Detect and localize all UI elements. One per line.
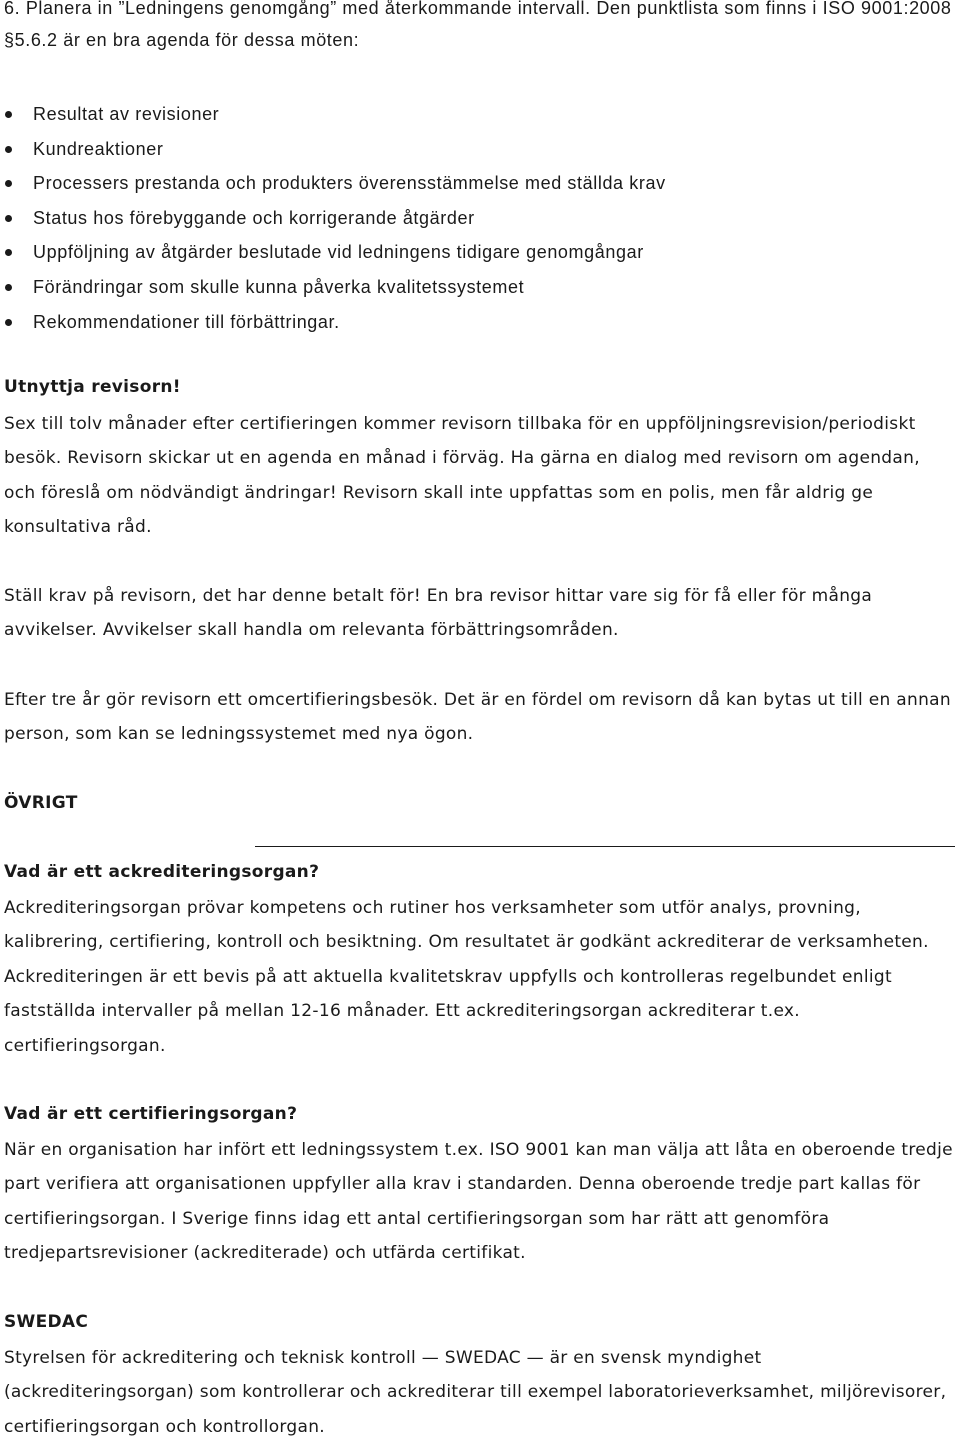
bullet-icon (5, 215, 12, 222)
heading-ovrigt: ÖVRIGT (4, 793, 78, 813)
list-item: Förändringar som skulle kunna påverka kvalitetssystemet (0, 270, 666, 305)
intro-paragraph: 6. Planera in ”Ledningens genomgång” med återkommande intervall. Den punktlista som finns i ISO 9001:2008 §5.6.2 är en bra agenda för dessa möten: (4, 0, 952, 50)
agenda-list (0, 97, 666, 339)
paragraph-utnyttja-2: Ställ krav på revisorn, det har denne betalt för! En bra revisor hittar vare sig för få eller för många avvikelser. Avvikelser skall handla om relevanta förbättringsområden. (4, 586, 873, 641)
list-item: Status hos förebyggande och korrigerande åtgärder (0, 201, 666, 236)
list-item: Uppföljning av åtgärder beslutade vid ledningens tidigare genomgångar (0, 235, 666, 270)
horizontal-rule (255, 846, 955, 847)
heading-utnyttja-revisorn: Utnyttja revisorn! (4, 377, 181, 397)
paragraph-utnyttja-3: Efter tre år gör revisorn ett omcertifieringsbesök. Det är en fördel om revisorn då kan bytas ut till en annan person, som kan se ledningssystemet med nya ögon. (4, 690, 951, 745)
list-item: Processers prestanda och produkters överensstämmelse med ställda krav (0, 166, 666, 201)
paragraph-utnyttja-1: Sex till tolv månader efter certifieringen kommer revisorn tillbaka för en uppföljningsrevision/periodiskt besök. Revisorn skickar ut en agenda en månad i förväg. Ha gärna en dialog med revisorn om agendan, och föreslå om nödvändigt ändringar! Revisorn skall inte uppfattas som en polis, men får aldrig ge konsultativa råd. (4, 414, 920, 538)
bullet-icon (5, 319, 12, 326)
heading-swedac: SWEDAC (4, 1312, 89, 1332)
paragraph-ackrediteringsorgan: Ackrediteringsorgan prövar kompetens och rutiner hos verksamheter som utför analys, provning, kalibrering, certifiering, kontroll och besiktning. Om resultatet är godkänt ackrediterar de verksamheten. Ackrediteringen är ett bevis på att aktuella kvalitetskrav uppfylls och kontrolleras regelbundet enligt fastställda intervaller på mellan 12-16 månader. Ett ackrediteringsorgan ackrediterar t.ex. certifieringsorgan. (4, 898, 929, 1056)
list-item: Resultat av revisioner (0, 97, 666, 132)
bullet-icon (5, 146, 12, 153)
paragraph-swedac: Styrelsen för ackreditering och teknisk kontroll — SWEDAC — är en svensk myndighet (ackrediteringsorgan) som kontrollerar och ackrediterar till exempel laboratorieverksamhet, miljörevisorer, certifieringsorgan och kontrollorgan. (4, 1348, 947, 1437)
bullet-icon (5, 249, 12, 256)
paragraph-certifieringsorgan: När en organisation har infört ett ledningssystem t.ex. ISO 9001 kan man välja att låta en oberoende tredje part verifiera att organisationen uppfyller alla krav i standarden. Denna oberoende tredje part kallas för certifieringsorgan. I Sverige finns idag ett antal certifieringsorgan som har rätt att genomföra tredjepartsrevisioner (ackrediterade) och utfärda certifikat. (4, 1140, 953, 1264)
bullet-icon (5, 180, 12, 187)
heading-ackrediteringsorgan: Vad är ett ackrediteringsorgan? (4, 862, 320, 882)
bullet-icon (5, 284, 12, 291)
bullet-icon (5, 111, 12, 118)
list-item: Rekommendationer till förbättringar. (0, 305, 666, 340)
list-item: Kundreaktioner (0, 132, 666, 167)
heading-certifieringsorgan: Vad är ett certifieringsorgan? (4, 1104, 298, 1124)
